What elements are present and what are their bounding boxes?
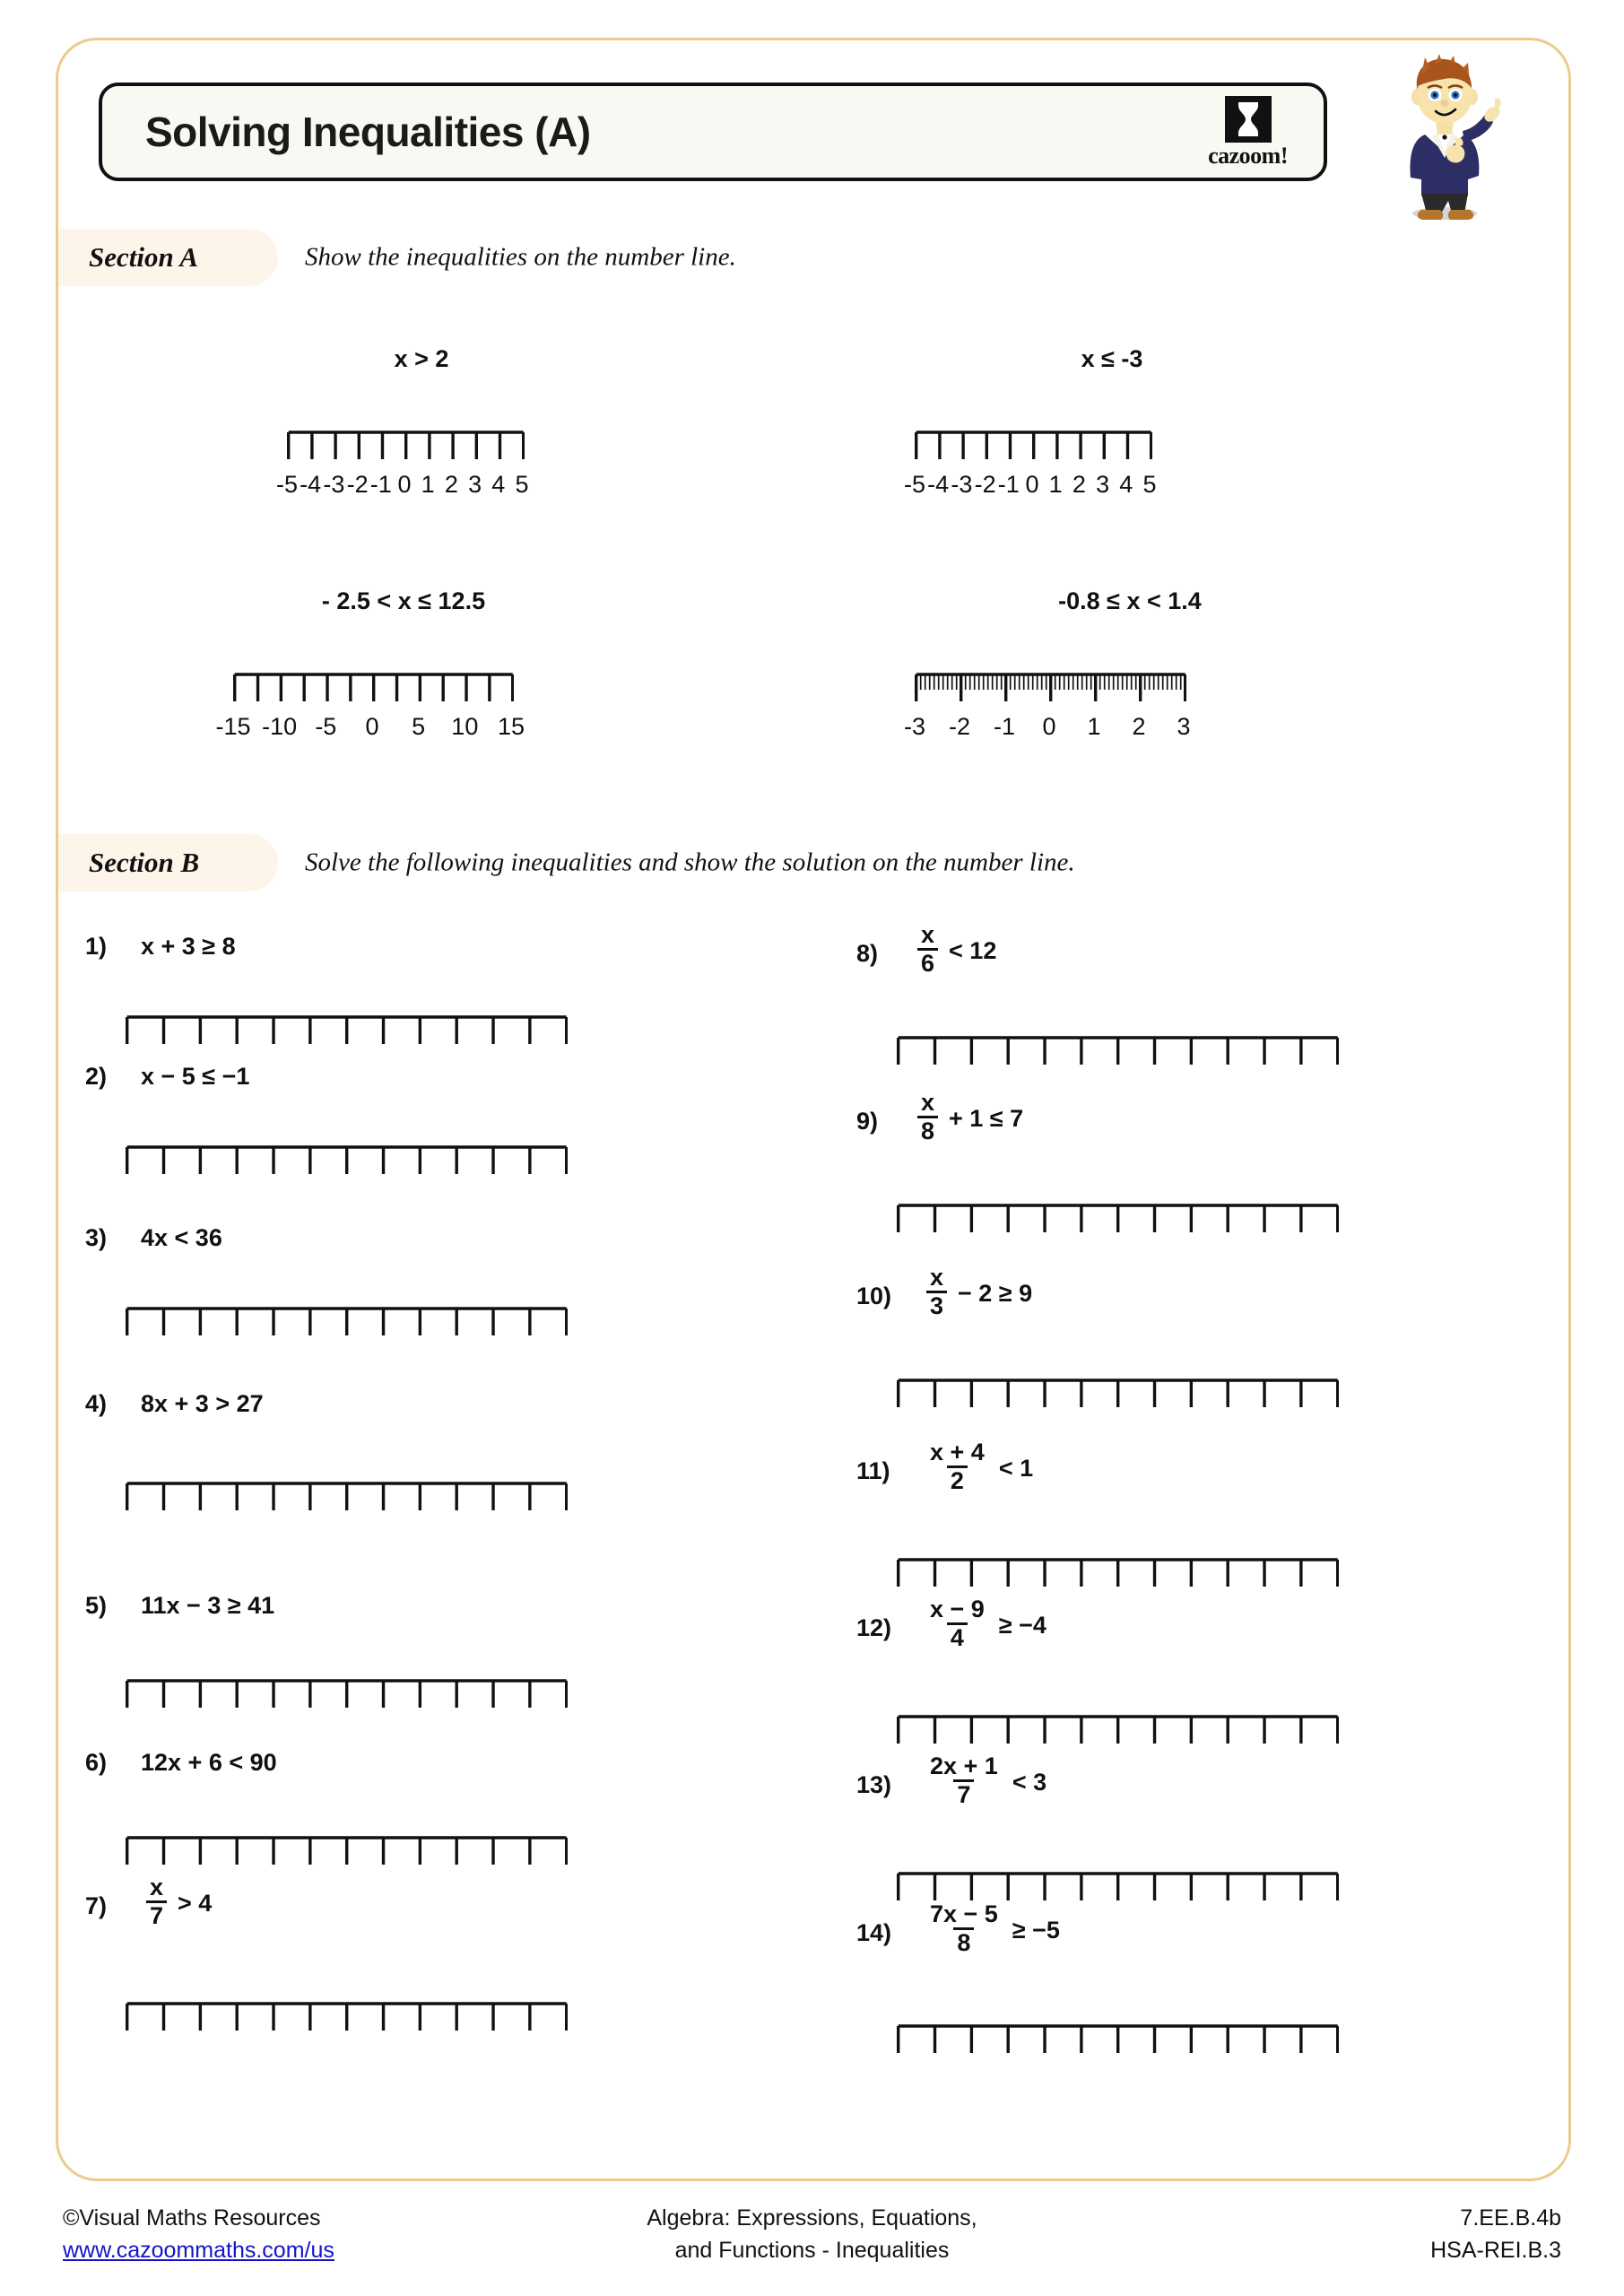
- hourglass-icon: [1225, 96, 1272, 143]
- number-line-tick-label: -3: [323, 471, 345, 498]
- number-line[interactable]: [233, 671, 514, 710]
- fraction: [926, 1596, 988, 1651]
- question-number: 11): [856, 1457, 890, 1484]
- answer-number-line[interactable]: [126, 2000, 568, 2039]
- fraction-denominator: 2: [947, 1465, 968, 1493]
- number-line-tick-label: 0: [365, 713, 379, 740]
- mascot-boy-icon: [1385, 52, 1502, 222]
- question-number: 14): [856, 1919, 892, 1946]
- page-title: Solving Inequalities (A): [145, 109, 591, 155]
- number-line-tick-label: -5: [315, 713, 337, 740]
- number-line-tick-label: -1: [997, 471, 1020, 498]
- number-line[interactable]: [915, 429, 1152, 468]
- fraction-numerator: x + 4: [930, 1439, 985, 1465]
- question-expression: 12x + 6 < 90: [141, 1749, 277, 1776]
- question-expression: [921, 1598, 1046, 1653]
- number-line-tick-label: 1: [1048, 471, 1063, 498]
- question-expression: [141, 1876, 212, 1931]
- question-number: 3): [85, 1224, 108, 1251]
- fraction-numerator: x: [921, 1089, 935, 1116]
- number-line-tick-label: -5: [275, 471, 298, 498]
- fraction-denominator: 8: [953, 1927, 974, 1955]
- answer-number-line[interactable]: [126, 1305, 568, 1344]
- inequality-expression: x > 2: [394, 345, 449, 372]
- number-line-tick-label: 2: [1072, 471, 1086, 498]
- answer-number-line[interactable]: [126, 1834, 568, 1874]
- expression-tail: + 1 ≤ 7: [949, 1104, 1024, 1132]
- fraction: [926, 1439, 988, 1494]
- question-number: 4): [85, 1390, 108, 1417]
- question-expression: [921, 1266, 1032, 1321]
- fraction: [926, 1753, 1002, 1808]
- fraction-numerator: x: [150, 1874, 164, 1900]
- fraction-denominator: 6: [917, 948, 938, 976]
- expression-tail: < 1: [998, 1454, 1034, 1482]
- fraction-numerator: x: [921, 921, 935, 948]
- number-line-tick-label: 0: [397, 471, 412, 498]
- fraction: [146, 1874, 167, 1929]
- answer-number-line[interactable]: [897, 1713, 1339, 1752]
- section-b-header: [58, 834, 1511, 891]
- question-number: 7): [85, 1892, 108, 1919]
- copyright-text: ©Visual Maths Resources: [63, 2205, 321, 2231]
- question-expression: [921, 1900, 1060, 1958]
- number-line-tick-label: 0: [1025, 471, 1039, 498]
- expression-tail: > 4: [178, 1889, 213, 1917]
- number-line-tick-label: -5: [903, 471, 925, 498]
- fraction-denominator: 8: [917, 1116, 938, 1144]
- number-line-tick-label: 3: [1096, 471, 1110, 498]
- section-a-item-4: [897, 587, 1363, 776]
- number-line-tick-label: 0: [1042, 713, 1056, 740]
- number-line-tick-label: -2: [974, 471, 996, 498]
- expression-tail: < 12: [949, 936, 997, 964]
- answer-number-line[interactable]: [897, 2022, 1339, 2062]
- section-b-instruction: Solve the following inequalities and show the solution on the number line.: [305, 848, 1075, 877]
- expression-tail: − 2 ≥ 9: [958, 1279, 1033, 1307]
- answer-number-line[interactable]: [897, 1556, 1339, 1596]
- fraction-denominator: 3: [926, 1291, 947, 1318]
- topic-line-2: and Functions - Inequalities: [674, 2238, 950, 2264]
- answer-number-line[interactable]: [897, 1377, 1339, 1416]
- question-expression: [921, 1441, 1033, 1496]
- fraction-denominator: 4: [947, 1622, 968, 1650]
- number-line-tick-label: -3: [903, 713, 925, 740]
- topic-line-1: Algebra: Expressions, Equations,: [647, 2205, 977, 2231]
- footer-right: [1430, 2202, 1561, 2267]
- question-expression: [912, 1091, 1023, 1146]
- number-line-tick-label: -1: [369, 471, 392, 498]
- number-line-tick-label: -1: [993, 713, 1015, 740]
- answer-number-line[interactable]: [126, 1677, 568, 1717]
- number-line-tick-label: 4: [491, 471, 506, 498]
- number-line-tick-label: 2: [444, 471, 458, 498]
- question-expression: 8x + 3 > 27: [141, 1390, 264, 1417]
- answer-number-line[interactable]: [897, 1202, 1339, 1241]
- fraction-numerator: 7x − 5: [930, 1900, 998, 1927]
- cazoom-url-link[interactable]: www.cazoommaths.com/us: [63, 2238, 334, 2264]
- number-line[interactable]: [915, 671, 1186, 710]
- inequality-expression: - 2.5 < x ≤ 12.5: [321, 587, 486, 614]
- number-line-tick-label: 10: [451, 713, 479, 740]
- fraction-numerator: 2x + 1: [930, 1752, 998, 1779]
- fraction: [926, 1901, 1002, 1956]
- number-line-tick-label: -15: [215, 713, 251, 740]
- footer-center: [0, 2202, 1624, 2267]
- section-b-label: Section B: [89, 847, 200, 878]
- question-number: 8): [856, 940, 879, 967]
- answer-number-line[interactable]: [126, 1480, 568, 1519]
- number-line-tick-label: 1: [1087, 713, 1101, 740]
- inequality-expression: -0.8 ≤ x < 1.4: [1058, 587, 1202, 614]
- expression-tail: ≥ −5: [1012, 1916, 1060, 1944]
- fraction: [917, 1090, 938, 1144]
- fraction-numerator: x − 9: [930, 1596, 985, 1622]
- inequality-expression: x ≤ -3: [1081, 345, 1143, 372]
- number-line-tick-label: -3: [951, 471, 973, 498]
- fraction-denominator: 7: [953, 1779, 974, 1807]
- question-expression: x − 5 ≤ −1: [141, 1063, 250, 1090]
- section-a-label: Section A: [89, 241, 199, 273]
- number-line-tick-label: 2: [1132, 713, 1146, 740]
- footer: [0, 2202, 1624, 2292]
- cazoom-logo: [1208, 96, 1288, 168]
- standard-code-1: 7.EE.B.4b: [1460, 2205, 1561, 2231]
- number-line-tick-label: -4: [927, 471, 950, 498]
- question-expression: x + 3 ≥ 8: [141, 933, 236, 960]
- question-expression: 4x < 36: [141, 1224, 222, 1251]
- number-line-tick-label: -2: [948, 713, 970, 740]
- expression-tail: < 3: [1012, 1768, 1047, 1796]
- number-line-tick-label: 4: [1119, 471, 1133, 498]
- worksheet-title-box: [99, 83, 1327, 181]
- number-line-tick-label: 3: [468, 471, 482, 498]
- question-expression: [921, 1752, 1047, 1810]
- answer-number-line[interactable]: [126, 1013, 568, 1053]
- question-number: 13): [856, 1771, 892, 1798]
- number-line-tick-label: -10: [262, 713, 298, 740]
- question-number: 6): [85, 1749, 108, 1776]
- question-expression: 11x − 3 ≥ 41: [141, 1592, 275, 1619]
- number-line-tick-label: 5: [515, 471, 529, 498]
- fraction-numerator: x: [930, 1264, 944, 1291]
- question-number: 9): [856, 1108, 879, 1135]
- section-a-instruction: Show the inequalities on the number line.: [305, 242, 736, 272]
- answer-number-line[interactable]: [897, 1034, 1339, 1074]
- question-number: 12): [856, 1614, 892, 1641]
- number-line-tick-label: -4: [300, 471, 322, 498]
- standard-code-2: HSA-REI.B.3: [1430, 2238, 1561, 2264]
- number-line-tick-label: 15: [497, 713, 525, 740]
- section-a-item-2: [897, 345, 1327, 534]
- number-line-tick-label: 1: [421, 471, 435, 498]
- logo-wordmark: cazoom!: [1208, 143, 1288, 169]
- fraction: [917, 922, 938, 977]
- number-line[interactable]: [287, 429, 525, 468]
- question-number: 10): [856, 1283, 892, 1309]
- section-a-header: [58, 229, 1511, 286]
- question-expression: [912, 921, 997, 978]
- number-line-tick-label: 3: [1177, 713, 1191, 740]
- section-a-item-1: [206, 345, 637, 534]
- question-number: 5): [85, 1592, 108, 1619]
- answer-number-line[interactable]: [126, 1144, 568, 1183]
- question-number: 1): [85, 933, 108, 960]
- section-a-item-3: [170, 587, 637, 776]
- number-line-tick-label: 5: [412, 713, 426, 740]
- fraction: [926, 1265, 947, 1319]
- expression-tail: ≥ −4: [998, 1611, 1046, 1639]
- number-line-tick-label: 5: [1142, 471, 1157, 498]
- number-line-tick-label: -2: [346, 471, 369, 498]
- question-number: 2): [85, 1063, 108, 1090]
- fraction-denominator: 7: [146, 1900, 167, 1928]
